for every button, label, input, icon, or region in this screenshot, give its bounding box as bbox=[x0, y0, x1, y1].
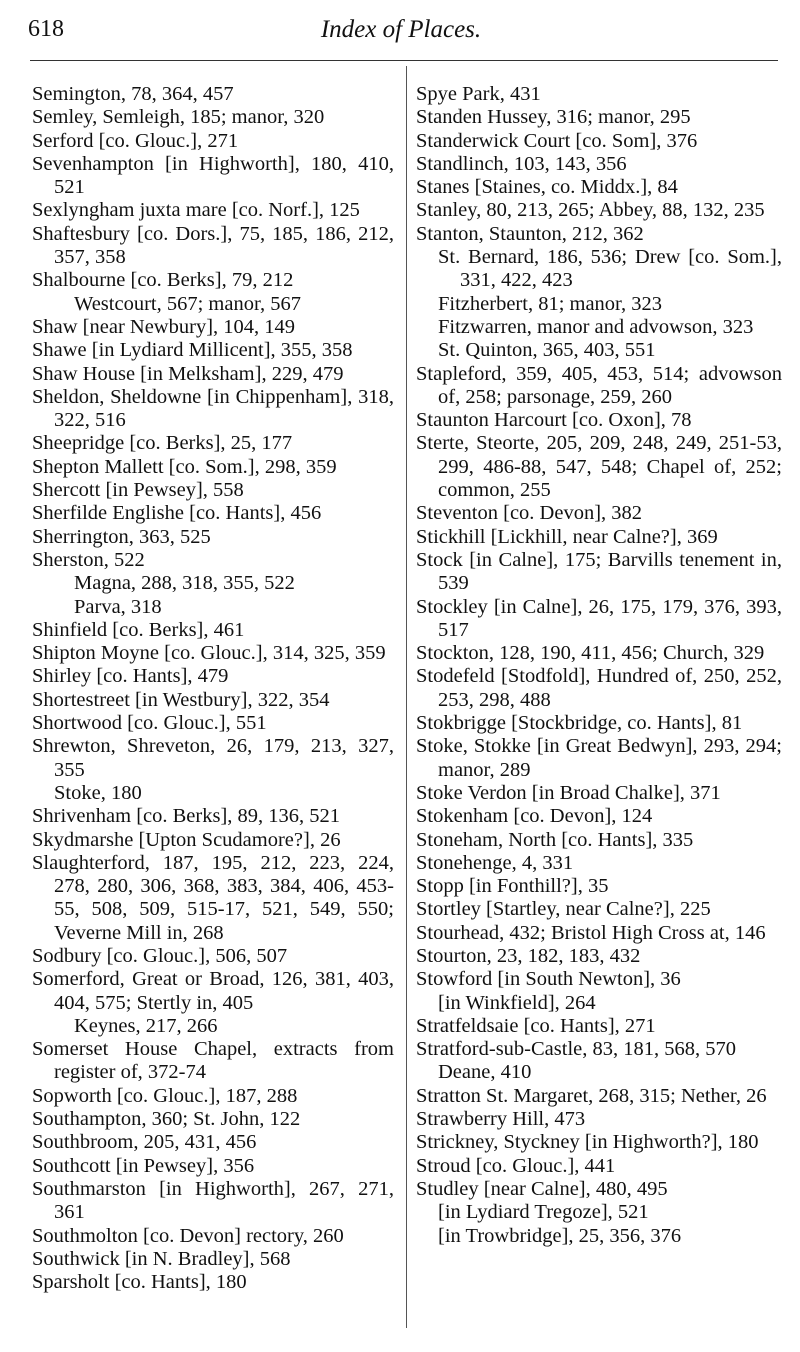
index-entry: Shrewton, Shreveton, 26, 179, 213, 327, 355 bbox=[32, 735, 394, 781]
index-entry: Stourton, 23, 182, 183, 432 bbox=[416, 944, 641, 967]
index-entry: Sherston, 522 bbox=[32, 548, 145, 571]
index-entry: Sevenhampton [in Highworth], 180, 410, 521 bbox=[32, 152, 394, 199]
index-subentry: Fitzherbert, 81; manor, 323 bbox=[438, 292, 663, 315]
index-entry: Standlinch, 103, 143, 356 bbox=[416, 152, 627, 175]
index-entry: Semington, 78, 364, 457 bbox=[32, 83, 234, 105]
index-subentry: [in Lydiard Tregoze], 521 bbox=[438, 1201, 649, 1224]
index-entry: Sparsholt [co. Hants], 180 bbox=[32, 1271, 247, 1294]
index-entry: Stokenham [co. Devon], 124 bbox=[416, 805, 653, 828]
index-entry: Sexlyngham juxta mare [co. Norf.], 125 bbox=[32, 199, 360, 222]
index-entry: Standerwick Court [co. Som], 376 bbox=[416, 129, 698, 152]
index-entry: Southcott [in Pewsey], 356 bbox=[32, 1154, 255, 1177]
index-entry: Stonehenge, 4, 331 bbox=[416, 851, 574, 874]
index-entry: Stopp [in Fonthill?], 35 bbox=[416, 875, 609, 898]
index-subentry: [in Winkfield], 264 bbox=[438, 991, 596, 1014]
index-subentry: Magna, 288, 318, 355, 522 bbox=[74, 572, 295, 595]
right-column bbox=[416, 83, 782, 1248]
index-entry: Stoke Verdon [in Broad Chalke], 371 bbox=[416, 781, 721, 804]
index-entry: Stanton, Staunton, 212, 362 bbox=[416, 222, 644, 245]
index-entry: Strickney, Styckney [in Highworth?], 180 bbox=[416, 1131, 759, 1154]
index-entry: Southampton, 360; St. John, 122 bbox=[32, 1108, 301, 1131]
index-entry: Sodbury [co. Glouc.], 506, 507 bbox=[32, 944, 288, 967]
index-entry: Sopworth [co. Glouc.], 187, 288 bbox=[32, 1084, 298, 1107]
index-entry: Stourhead, 432; Bristol High Cross at, 146 bbox=[416, 921, 766, 944]
index-entry: Stratford-sub-Castle, 83, 181, 568, 570 bbox=[416, 1038, 736, 1061]
index-entry: Stoneham, North [co. Hants], 335 bbox=[416, 828, 694, 851]
index-entry: Steventon [co. Devon], 382 bbox=[416, 502, 643, 525]
index-entry: Standen Hussey, 316; manor, 295 bbox=[416, 106, 691, 129]
page-number: 618 bbox=[28, 16, 64, 42]
index-entry: Shirley [co. Hants], 479 bbox=[32, 665, 229, 688]
index-subentry: Keynes, 217, 266 bbox=[74, 1014, 218, 1037]
index-entry: Stoke, Stokke [in Great Bedwyn], 293, 294; manor, 289 bbox=[416, 735, 782, 781]
index-entry: Shepton Mallett [co. Som.], 298, 359 bbox=[32, 455, 337, 478]
index-entry: Sterte, Steorte, 205, 209, 248, 249, 251-53, 299, 486-88, 547, 548; Chapel of, 252; common, 255 bbox=[416, 432, 782, 502]
index-entry: Stanley, 80, 213, 265; Abbey, 88, 132, 235 bbox=[416, 199, 765, 222]
index-entry: Spye Park, 431 bbox=[416, 83, 541, 105]
index-subentry: Parva, 318 bbox=[74, 595, 162, 618]
left-column bbox=[32, 83, 394, 1294]
index-entry: Stortley [Startley, near Calne?], 225 bbox=[416, 898, 711, 921]
index-entry: Shawe [in Lydiard Millicent], 355, 358 bbox=[32, 339, 353, 362]
index-entry: Southmolton [co. Devon] rectory, 260 bbox=[32, 1224, 344, 1247]
index-entry: Shortestreet [in Westbury], 322, 354 bbox=[32, 688, 330, 711]
index-entry: Stapleford, 359, 405, 453, 514; advowson of, 258; parsonage, 259, 260 bbox=[416, 362, 782, 408]
index-entry: Stock [in Calne], 175; Barvills tenement in, 539 bbox=[416, 548, 782, 595]
index-entry: Sheldon, Sheldowne [in Chippenham], 318, 322, 516 bbox=[32, 385, 394, 432]
header-rule bbox=[30, 60, 778, 61]
index-entry: Skydmarshe [Upton Scudamore?], 26 bbox=[32, 828, 341, 851]
index-subentry: Stoke, 180 bbox=[54, 781, 142, 804]
index-entry: Serford [co. Glouc.], 271 bbox=[32, 129, 239, 152]
index-subentry: Fitzwarren, manor and advowson, 323 bbox=[438, 315, 754, 338]
index-entry: Shrivenham [co. Berks], 89, 136, 521 bbox=[32, 805, 341, 828]
index-entry: Southwick [in N. Bradley], 568 bbox=[32, 1247, 291, 1270]
index-entry: Stockton, 128, 190, 411, 456; Church, 329 bbox=[416, 642, 765, 665]
index-entry: Southmarston [in Highworth], 267, 271, 361 bbox=[32, 1177, 394, 1224]
index-entry: Shinfield [co. Berks], 461 bbox=[32, 618, 245, 641]
index-subentry: St. Bernard, 186, 536; Drew [co. Som.], 331, 422, 423 bbox=[438, 246, 782, 292]
index-entry: Strawberry Hill, 473 bbox=[416, 1108, 586, 1131]
index-entry: Somerset House Chapel, extracts from register of, 372-74 bbox=[32, 1038, 394, 1084]
index-subentry: Deane, 410 bbox=[438, 1061, 532, 1084]
index-subentry: [in Trowbridge], 25, 356, 376 bbox=[438, 1224, 682, 1247]
index-entry: Shaftesbury [co. Dors.], 75, 185, 186, 212, 357, 358 bbox=[32, 222, 394, 269]
index-entry: Stratfeldsaie [co. Hants], 271 bbox=[416, 1014, 656, 1037]
index-entry: Sherrington, 363, 525 bbox=[32, 525, 211, 548]
index-entry: Staunton Harcourt [co. Oxon], 78 bbox=[416, 409, 692, 432]
index-entry: Stockley [in Calne], 26, 175, 179, 376, 393, 517 bbox=[416, 595, 782, 641]
index-entry: Shipton Moyne [co. Glouc.], 314, 325, 359 bbox=[32, 642, 386, 665]
index-entry: Shalbourne [co. Berks], 79, 212 bbox=[32, 269, 294, 292]
index-entry: Slaughterford, 187, 195, 212, 223, 224, 278, 280, 306, 368, 383, 384, 406, 453-55, 508, 509, 515-17, 521, 549, 550; Veverne Mill in, 268 bbox=[32, 851, 394, 944]
index-entry: Studley [near Calne], 480, 495 bbox=[416, 1177, 668, 1200]
index-entry: Stroud [co. Glouc.], 441 bbox=[416, 1154, 616, 1177]
index-entry: Shortwood [co. Glouc.], 551 bbox=[32, 712, 267, 735]
index-entry: Stokbrigge [Stockbridge, co. Hants], 81 bbox=[416, 712, 743, 735]
index-entry: Stowford [in South Newton], 36 bbox=[416, 968, 681, 991]
page-header bbox=[28, 16, 774, 46]
index-subentry: St. Quinton, 365, 403, 551 bbox=[438, 339, 656, 362]
index-entry: Somerford, Great or Broad, 126, 381, 403, 404, 575; Stertly in, 405 bbox=[32, 968, 394, 1014]
index-entry: Sherfilde Englishe [co. Hants], 456 bbox=[32, 502, 322, 525]
index-entry: Shaw [near Newbury], 104, 149 bbox=[32, 315, 296, 338]
index-entry: Shaw House [in Melksham], 229, 479 bbox=[32, 362, 344, 385]
index-entry: Southbroom, 205, 431, 456 bbox=[32, 1131, 257, 1154]
column-divider bbox=[406, 66, 407, 1328]
index-entry: Semley, Semleigh, 185; manor, 320 bbox=[32, 106, 325, 129]
index-entry: Stanes [Staines, co. Middx.], 84 bbox=[416, 176, 678, 199]
index-entry: Shercott [in Pewsey], 558 bbox=[32, 479, 244, 502]
index-entry: Stratton St. Margaret, 268, 315; Nether, 26 bbox=[416, 1084, 767, 1107]
page-title: Index of Places. bbox=[320, 16, 482, 43]
index-entry: Sheepridge [co. Berks], 25, 177 bbox=[32, 432, 293, 455]
index-entry: Stickhill [Lickhill, near Calne?], 369 bbox=[416, 525, 718, 548]
index-entry: Stodefeld [Stodfold], Hundred of, 250, 252, 253, 298, 488 bbox=[416, 665, 782, 711]
index-subentry: Westcourt, 567; manor, 567 bbox=[74, 292, 301, 315]
